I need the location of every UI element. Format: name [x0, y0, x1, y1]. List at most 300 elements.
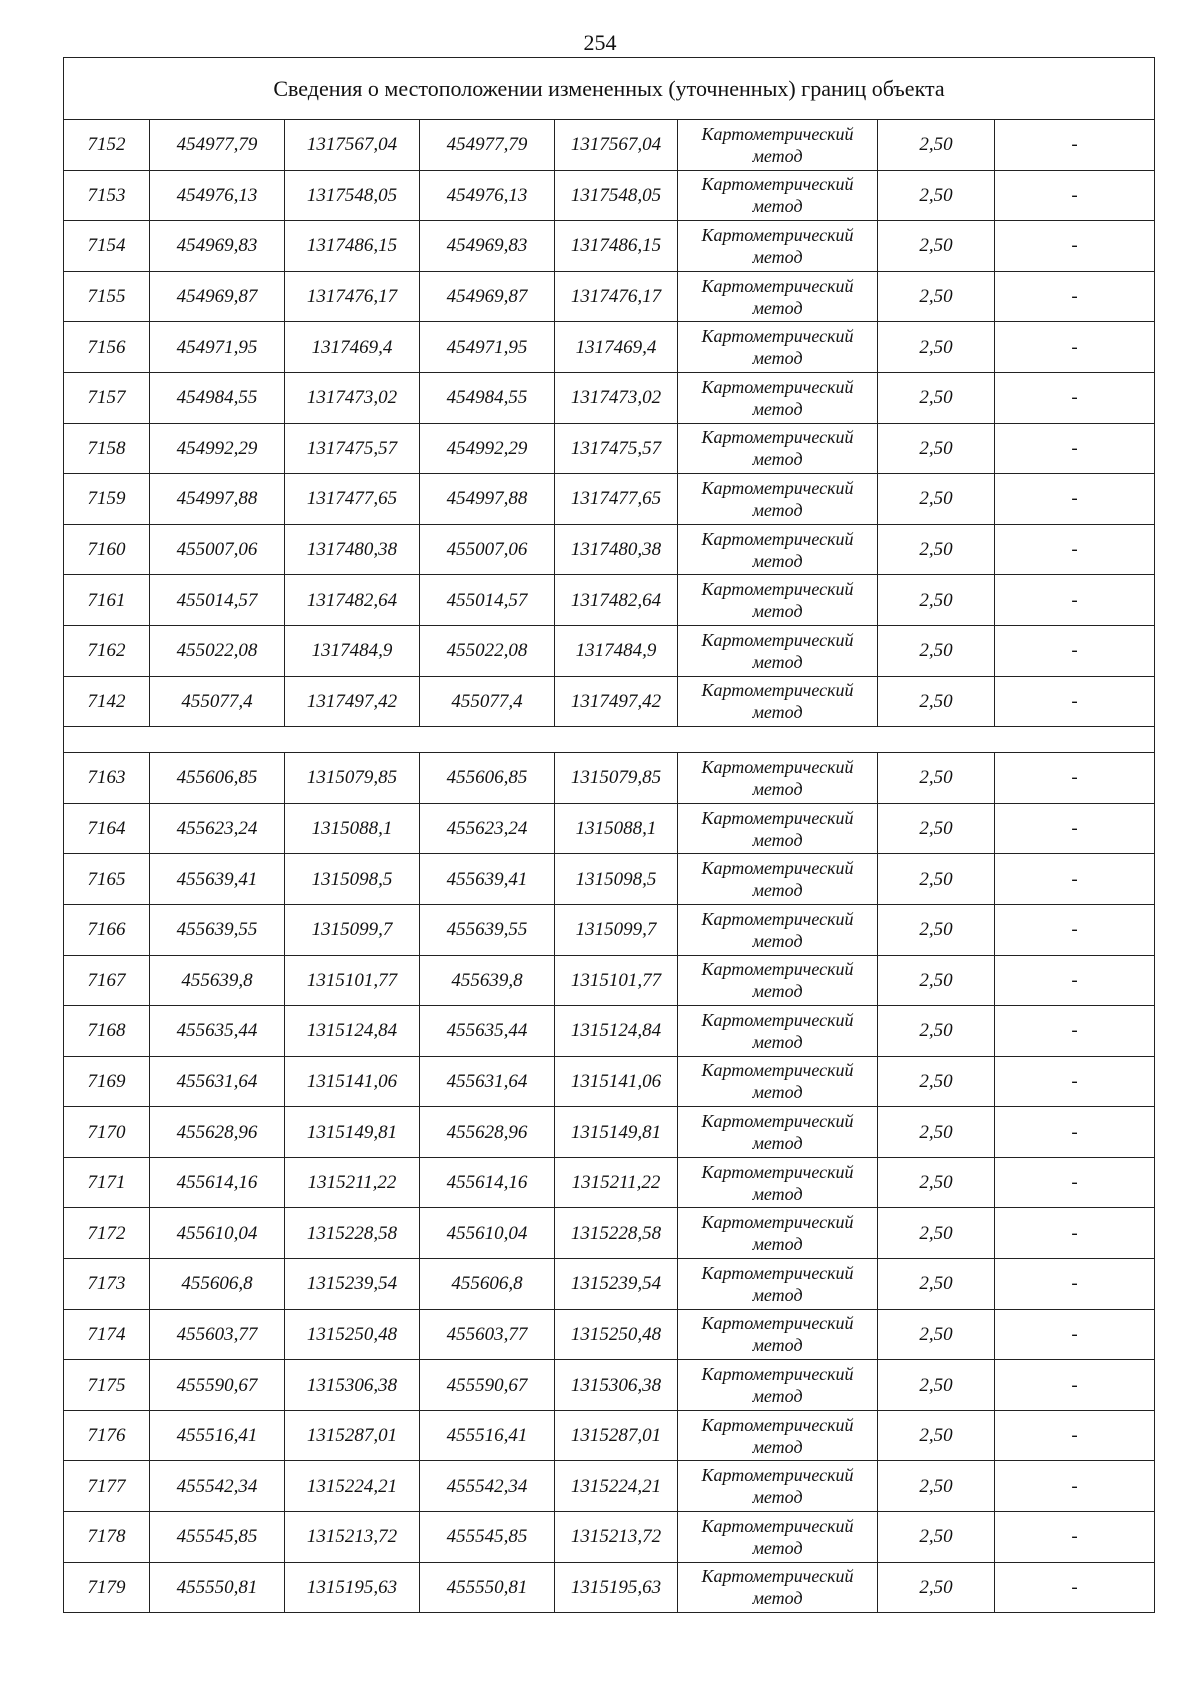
table-row: [64, 1107, 1155, 1158]
point-number-cell: 7154: [64, 221, 150, 272]
y-existing-cell: 1317476,17: [285, 271, 420, 322]
method-line-2: метод: [752, 1386, 803, 1407]
y-existing-cell: 1315079,85: [285, 753, 420, 804]
y-new-cell: 1315079,85: [555, 753, 678, 804]
y-existing-cell: 1315088,1: [285, 803, 420, 854]
point-number-cell: 7156: [64, 322, 150, 373]
description-cell: -: [995, 423, 1155, 474]
method-cell: [678, 1208, 878, 1259]
accuracy-cell: 2,50: [878, 1259, 995, 1310]
method-line-2: метод: [752, 449, 803, 470]
point-number-cell: 7165: [64, 854, 150, 905]
accuracy-cell: 2,50: [878, 1562, 995, 1613]
method-cell: [678, 854, 878, 905]
table-row: [64, 803, 1155, 854]
accuracy-cell: 2,50: [878, 1208, 995, 1259]
method-cell: [678, 1562, 878, 1613]
table-row: [64, 221, 1155, 272]
x-new-cell: 455545,85: [420, 1512, 555, 1563]
x-existing-cell: 454971,95: [150, 322, 285, 373]
x-existing-cell: 455603,77: [150, 1309, 285, 1360]
description-cell: -: [995, 524, 1155, 575]
method-cell: [678, 1360, 878, 1411]
accuracy-cell: 2,50: [878, 271, 995, 322]
point-number-cell: 7163: [64, 753, 150, 804]
point-number-cell: 7170: [64, 1107, 150, 1158]
x-existing-cell: 455639,41: [150, 854, 285, 905]
method-cell: [678, 753, 878, 804]
x-new-cell: 454969,87: [420, 271, 555, 322]
description-cell: -: [995, 1410, 1155, 1461]
x-existing-cell: 455639,55: [150, 904, 285, 955]
x-new-cell: 455603,77: [420, 1309, 555, 1360]
method-line-1: Картометрический: [701, 1212, 854, 1233]
table-title: Сведения о местоположении измененных (уточненных) границ объекта: [64, 58, 1155, 120]
point-number-cell: 7153: [64, 170, 150, 221]
method-cell: [678, 803, 878, 854]
method-line-2: метод: [752, 1588, 803, 1609]
method-cell: [678, 1512, 878, 1563]
y-existing-cell: 1317469,4: [285, 322, 420, 373]
method-line-1: Картометрический: [701, 579, 854, 600]
point-number-cell: 7172: [64, 1208, 150, 1259]
x-new-cell: 455077,4: [420, 676, 555, 727]
x-new-cell: 455022,08: [420, 625, 555, 676]
method-line-2: метод: [752, 297, 803, 318]
x-existing-cell: 455614,16: [150, 1157, 285, 1208]
table-row: [64, 1512, 1155, 1563]
method-line-1: Картометрический: [701, 1515, 854, 1536]
y-new-cell: 1315195,63: [555, 1562, 678, 1613]
table-row: [64, 120, 1155, 171]
table-row: [64, 1056, 1155, 1107]
method-line-1: Картометрический: [701, 376, 854, 397]
table-row: [64, 1259, 1155, 1310]
accuracy-cell: 2,50: [878, 1107, 995, 1158]
y-existing-cell: 1315239,54: [285, 1259, 420, 1310]
point-number-cell: 7168: [64, 1006, 150, 1057]
description-cell: -: [995, 676, 1155, 727]
table-row: [64, 372, 1155, 423]
accuracy-cell: 2,50: [878, 474, 995, 525]
y-new-cell: 1317473,02: [555, 372, 678, 423]
method-line-1: Картометрический: [701, 1009, 854, 1030]
method-cell: [678, 474, 878, 525]
y-existing-cell: 1315287,01: [285, 1410, 420, 1461]
x-new-cell: 454992,29: [420, 423, 555, 474]
y-existing-cell: 1315099,7: [285, 904, 420, 955]
y-existing-cell: 1317480,38: [285, 524, 420, 575]
method-line-1: Картометрический: [701, 807, 854, 828]
description-cell: -: [995, 854, 1155, 905]
method-line-1: Картометрический: [701, 275, 854, 296]
table-row: [64, 854, 1155, 905]
x-new-cell: 455550,81: [420, 1562, 555, 1613]
table-row: [64, 575, 1155, 626]
method-line-1: Картометрический: [701, 528, 854, 549]
x-existing-cell: 455623,24: [150, 803, 285, 854]
y-existing-cell: 1315124,84: [285, 1006, 420, 1057]
contour-separator-cell: [64, 727, 1155, 753]
x-new-cell: 455614,16: [420, 1157, 555, 1208]
x-existing-cell: 455639,8: [150, 955, 285, 1006]
y-new-cell: 1315287,01: [555, 1410, 678, 1461]
x-new-cell: 455639,55: [420, 904, 555, 955]
y-new-cell: 1317476,17: [555, 271, 678, 322]
description-cell: -: [995, 1006, 1155, 1057]
y-existing-cell: 1317484,9: [285, 625, 420, 676]
x-new-cell: 455639,8: [420, 955, 555, 1006]
method-cell: [678, 1006, 878, 1057]
x-new-cell: 454977,79: [420, 120, 555, 171]
method-cell: [678, 271, 878, 322]
x-new-cell: 455014,57: [420, 575, 555, 626]
x-new-cell: 455628,96: [420, 1107, 555, 1158]
accuracy-cell: 2,50: [878, 1006, 995, 1057]
method-line-2: метод: [752, 1031, 803, 1052]
y-existing-cell: 1315098,5: [285, 854, 420, 905]
method-line-1: Картометрический: [701, 858, 854, 879]
method-cell: [678, 524, 878, 575]
x-new-cell: 455590,67: [420, 1360, 555, 1411]
table-row: [64, 1157, 1155, 1208]
y-existing-cell: 1315306,38: [285, 1360, 420, 1411]
y-new-cell: 1317480,38: [555, 524, 678, 575]
description-cell: -: [995, 221, 1155, 272]
y-new-cell: 1315224,21: [555, 1461, 678, 1512]
point-number-cell: 7155: [64, 271, 150, 322]
accuracy-cell: 2,50: [878, 423, 995, 474]
y-existing-cell: 1317475,57: [285, 423, 420, 474]
accuracy-cell: 2,50: [878, 322, 995, 373]
x-new-cell: 454976,13: [420, 170, 555, 221]
accuracy-cell: 2,50: [878, 854, 995, 905]
x-existing-cell: 455550,81: [150, 1562, 285, 1613]
description-cell: -: [995, 753, 1155, 804]
y-existing-cell: 1315141,06: [285, 1056, 420, 1107]
description-cell: -: [995, 575, 1155, 626]
method-line-2: метод: [752, 778, 803, 799]
method-line-1: Картометрический: [701, 680, 854, 701]
point-number-cell: 7174: [64, 1309, 150, 1360]
contour-separator-row: [64, 727, 1155, 753]
x-existing-cell: 454997,88: [150, 474, 285, 525]
accuracy-cell: 2,50: [878, 120, 995, 171]
y-new-cell: 1315213,72: [555, 1512, 678, 1563]
table-row: [64, 1208, 1155, 1259]
accuracy-cell: 2,50: [878, 753, 995, 804]
method-cell: [678, 676, 878, 727]
method-line-2: метод: [752, 550, 803, 571]
accuracy-cell: 2,50: [878, 372, 995, 423]
table-row: [64, 322, 1155, 373]
point-number-cell: 7175: [64, 1360, 150, 1411]
method-line-2: метод: [752, 930, 803, 951]
description-cell: -: [995, 1259, 1155, 1310]
point-number-cell: 7166: [64, 904, 150, 955]
description-cell: -: [995, 474, 1155, 525]
description-cell: -: [995, 372, 1155, 423]
x-new-cell: 454969,83: [420, 221, 555, 272]
x-existing-cell: 454976,13: [150, 170, 285, 221]
method-line-2: метод: [752, 1133, 803, 1154]
table-title-row: [64, 58, 1155, 120]
method-cell: [678, 372, 878, 423]
description-cell: -: [995, 955, 1155, 1006]
y-existing-cell: 1317482,64: [285, 575, 420, 626]
method-cell: [678, 423, 878, 474]
point-number-cell: 7162: [64, 625, 150, 676]
x-existing-cell: 454977,79: [150, 120, 285, 171]
point-number-cell: 7179: [64, 1562, 150, 1613]
table-row: [64, 271, 1155, 322]
x-new-cell: 455631,64: [420, 1056, 555, 1107]
x-new-cell: 455606,8: [420, 1259, 555, 1310]
point-number-cell: 7171: [64, 1157, 150, 1208]
x-new-cell: 454997,88: [420, 474, 555, 525]
method-line-2: метод: [752, 651, 803, 672]
y-new-cell: 1315211,22: [555, 1157, 678, 1208]
method-cell: [678, 170, 878, 221]
x-existing-cell: 455014,57: [150, 575, 285, 626]
table-row: [64, 423, 1155, 474]
accuracy-cell: 2,50: [878, 1360, 995, 1411]
y-new-cell: 1315141,06: [555, 1056, 678, 1107]
point-number-cell: 7160: [64, 524, 150, 575]
method-line-1: Картометрический: [701, 1060, 854, 1081]
method-line-2: метод: [752, 829, 803, 850]
y-new-cell: 1315228,58: [555, 1208, 678, 1259]
accuracy-cell: 2,50: [878, 1157, 995, 1208]
description-cell: -: [995, 271, 1155, 322]
x-existing-cell: 455606,85: [150, 753, 285, 804]
method-line-2: метод: [752, 981, 803, 1002]
method-line-2: метод: [752, 246, 803, 267]
description-cell: -: [995, 120, 1155, 171]
point-number-cell: 7167: [64, 955, 150, 1006]
description-cell: -: [995, 1208, 1155, 1259]
x-new-cell: 455542,34: [420, 1461, 555, 1512]
method-cell: [678, 1410, 878, 1461]
table-row: [64, 1006, 1155, 1057]
y-existing-cell: 1317473,02: [285, 372, 420, 423]
y-existing-cell: 1315213,72: [285, 1512, 420, 1563]
method-line-2: метод: [752, 1183, 803, 1204]
description-cell: -: [995, 1309, 1155, 1360]
method-cell: [678, 625, 878, 676]
y-new-cell: 1315101,77: [555, 955, 678, 1006]
x-new-cell: 455007,06: [420, 524, 555, 575]
point-number-cell: 7173: [64, 1259, 150, 1310]
accuracy-cell: 2,50: [878, 1056, 995, 1107]
x-existing-cell: 454969,83: [150, 221, 285, 272]
y-new-cell: 1317567,04: [555, 120, 678, 171]
accuracy-cell: 2,50: [878, 676, 995, 727]
accuracy-cell: 2,50: [878, 1461, 995, 1512]
method-line-2: метод: [752, 1487, 803, 1508]
accuracy-cell: 2,50: [878, 221, 995, 272]
table-body: [64, 58, 1155, 1613]
y-new-cell: 1317548,05: [555, 170, 678, 221]
method-line-2: метод: [752, 1335, 803, 1356]
x-existing-cell: 454969,87: [150, 271, 285, 322]
accuracy-cell: 2,50: [878, 955, 995, 1006]
point-number-cell: 7176: [64, 1410, 150, 1461]
method-line-1: Картометрический: [701, 326, 854, 347]
accuracy-cell: 2,50: [878, 1512, 995, 1563]
y-new-cell: 1315149,81: [555, 1107, 678, 1158]
method-line-2: метод: [752, 601, 803, 622]
y-existing-cell: 1315224,21: [285, 1461, 420, 1512]
method-line-2: метод: [752, 1082, 803, 1103]
x-new-cell: 455639,41: [420, 854, 555, 905]
table-row: [64, 170, 1155, 221]
accuracy-cell: 2,50: [878, 575, 995, 626]
description-cell: -: [995, 803, 1155, 854]
table-row: [64, 524, 1155, 575]
table-row: [64, 625, 1155, 676]
x-new-cell: 455623,24: [420, 803, 555, 854]
x-existing-cell: 455007,06: [150, 524, 285, 575]
method-line-1: Картометрический: [701, 1566, 854, 1587]
y-new-cell: 1315088,1: [555, 803, 678, 854]
point-number-cell: 7161: [64, 575, 150, 626]
method-cell: [678, 1259, 878, 1310]
table-row: [64, 676, 1155, 727]
method-line-2: метод: [752, 196, 803, 217]
method-line-2: метод: [752, 145, 803, 166]
method-cell: [678, 955, 878, 1006]
accuracy-cell: 2,50: [878, 625, 995, 676]
point-number-cell: 7157: [64, 372, 150, 423]
y-new-cell: 1315306,38: [555, 1360, 678, 1411]
x-new-cell: 454971,95: [420, 322, 555, 373]
y-existing-cell: 1317548,05: [285, 170, 420, 221]
point-number-cell: 7178: [64, 1512, 150, 1563]
method-line-1: Картометрический: [701, 1262, 854, 1283]
x-new-cell: 455610,04: [420, 1208, 555, 1259]
x-existing-cell: 455542,34: [150, 1461, 285, 1512]
method-cell: [678, 1461, 878, 1512]
y-existing-cell: 1315228,58: [285, 1208, 420, 1259]
description-cell: -: [995, 1107, 1155, 1158]
y-new-cell: 1317469,4: [555, 322, 678, 373]
page-number: 254: [583, 30, 617, 55]
x-existing-cell: 454984,55: [150, 372, 285, 423]
y-existing-cell: 1315250,48: [285, 1309, 420, 1360]
y-existing-cell: 1315195,63: [285, 1562, 420, 1613]
x-existing-cell: 455635,44: [150, 1006, 285, 1057]
method-line-1: Картометрический: [701, 1111, 854, 1132]
method-line-2: метод: [752, 702, 803, 723]
x-new-cell: 455516,41: [420, 1410, 555, 1461]
description-cell: -: [995, 1562, 1155, 1613]
method-line-2: метод: [752, 348, 803, 369]
method-line-1: Картометрический: [701, 1414, 854, 1435]
method-line-2: метод: [752, 1436, 803, 1457]
description-cell: -: [995, 1360, 1155, 1411]
method-cell: [678, 1157, 878, 1208]
point-number-cell: 7164: [64, 803, 150, 854]
x-existing-cell: 455610,04: [150, 1208, 285, 1259]
y-new-cell: 1317477,65: [555, 474, 678, 525]
point-number-cell: 7159: [64, 474, 150, 525]
y-new-cell: 1315239,54: [555, 1259, 678, 1310]
description-cell: -: [995, 625, 1155, 676]
x-existing-cell: 455606,8: [150, 1259, 285, 1310]
x-existing-cell: 455628,96: [150, 1107, 285, 1158]
method-line-1: Картометрический: [701, 174, 854, 195]
y-new-cell: 1315099,7: [555, 904, 678, 955]
method-line-1: Картометрический: [701, 477, 854, 498]
boundary-coordinates-table: [63, 57, 1155, 1613]
y-existing-cell: 1315211,22: [285, 1157, 420, 1208]
table-row: [64, 1410, 1155, 1461]
accuracy-cell: 2,50: [878, 1410, 995, 1461]
table-row: [64, 1562, 1155, 1613]
y-existing-cell: 1315149,81: [285, 1107, 420, 1158]
accuracy-cell: 2,50: [878, 1309, 995, 1360]
method-cell: [678, 1309, 878, 1360]
y-new-cell: 1315098,5: [555, 854, 678, 905]
y-new-cell: 1317475,57: [555, 423, 678, 474]
y-new-cell: 1317484,9: [555, 625, 678, 676]
table-row: [64, 753, 1155, 804]
table-row: [64, 904, 1155, 955]
point-number-cell: 7152: [64, 120, 150, 171]
method-line-1: Картометрический: [701, 629, 854, 650]
accuracy-cell: 2,50: [878, 904, 995, 955]
x-existing-cell: 455545,85: [150, 1512, 285, 1563]
point-number-cell: 7177: [64, 1461, 150, 1512]
description-cell: -: [995, 1056, 1155, 1107]
y-existing-cell: 1317477,65: [285, 474, 420, 525]
y-new-cell: 1317482,64: [555, 575, 678, 626]
method-line-2: метод: [752, 1234, 803, 1255]
x-existing-cell: 454992,29: [150, 423, 285, 474]
table-row: [64, 955, 1155, 1006]
description-cell: -: [995, 322, 1155, 373]
x-new-cell: 455635,44: [420, 1006, 555, 1057]
method-line-1: Картометрический: [701, 1364, 854, 1385]
method-line-2: метод: [752, 398, 803, 419]
y-new-cell: 1317486,15: [555, 221, 678, 272]
x-existing-cell: 455516,41: [150, 1410, 285, 1461]
method-line-1: Картометрический: [701, 1161, 854, 1182]
method-line-2: метод: [752, 499, 803, 520]
x-new-cell: 455606,85: [420, 753, 555, 804]
table-row: [64, 1309, 1155, 1360]
point-number-cell: 7169: [64, 1056, 150, 1107]
y-new-cell: 1315250,48: [555, 1309, 678, 1360]
point-number-cell: 7158: [64, 423, 150, 474]
method-line-1: Картометрический: [701, 959, 854, 980]
method-cell: [678, 1107, 878, 1158]
x-existing-cell: 455077,4: [150, 676, 285, 727]
method-line-1: Картометрический: [701, 1313, 854, 1334]
x-existing-cell: 455022,08: [150, 625, 285, 676]
x-new-cell: 454984,55: [420, 372, 555, 423]
description-cell: -: [995, 1512, 1155, 1563]
method-line-1: Картометрический: [701, 427, 854, 448]
x-existing-cell: 455631,64: [150, 1056, 285, 1107]
method-cell: [678, 120, 878, 171]
description-cell: -: [995, 904, 1155, 955]
description-cell: -: [995, 1461, 1155, 1512]
method-line-1: Картометрический: [701, 756, 854, 777]
method-line-2: метод: [752, 880, 803, 901]
table-row: [64, 474, 1155, 525]
